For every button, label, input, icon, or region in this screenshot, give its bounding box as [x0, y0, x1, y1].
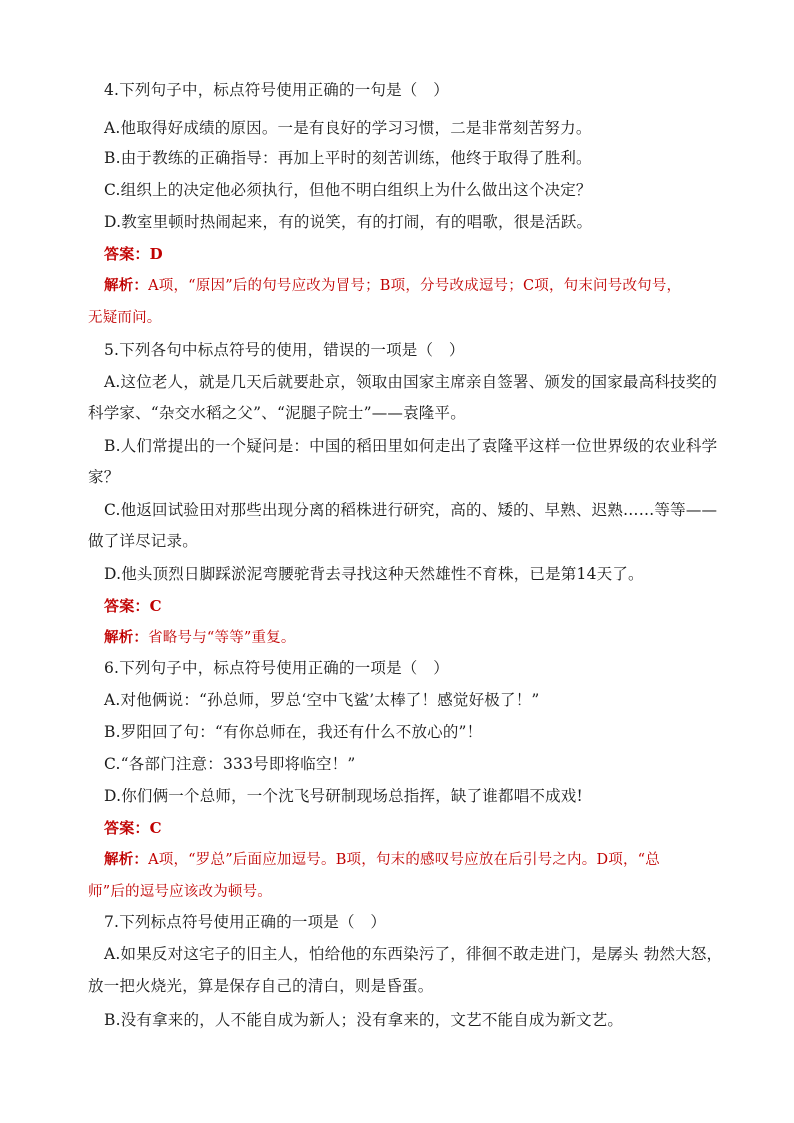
question-4-option-d: D.教室里顿时热闹起来，有的说笑，有的打闹，有的唱歌，很是活跃。 — [104, 213, 593, 231]
analysis-text: 省略号与“等等”重复。 — [148, 630, 296, 646]
question-6-analysis-continued: 师”后的逗号应该改为顿号。 — [88, 884, 273, 900]
analysis-text: A项，“罗总”后面应加逗号。B项，句末的感叹号应放在后引号之内。D项，“总 — [148, 852, 660, 868]
question-5-analysis — [104, 628, 296, 648]
answer-value: D — [149, 245, 163, 263]
question-5-answer — [104, 596, 162, 616]
question-7-stem: 7.下列标点符号使用正确的一项是（ ） — [104, 913, 387, 931]
answer-label: 答案： — [104, 245, 150, 263]
question-5-option-a: A.这位老人，就是几天后就要赴京，领取由国家主席亲自签署、颁发的国家最高科技奖的 — [104, 373, 718, 391]
question-5-option-b-continued: 家？ — [88, 468, 120, 486]
analysis-label: 解析： — [104, 851, 149, 868]
question-5-option-b: B.人们常提出的一个疑问是：中国的稻田里如何走出了袁隆平这样一位世界级的农业科学 — [104, 437, 718, 455]
analysis-label: 解析： — [104, 277, 149, 294]
question-5-option-a-continued: 科学家、“杂交水稻之父”、“泥腿子院士”——袁隆平。 — [88, 404, 466, 422]
question-4-answer — [104, 244, 163, 264]
answer-value: C — [149, 819, 162, 837]
question-4-analysis-continued: 无疑而问。 — [88, 310, 162, 326]
answer-label: 答案： — [104, 597, 150, 615]
question-5-option-c: C.他返回试验田对那些出现分离的稻株进行研究，高的、矮的、早熟、迟熟……等等—— — [104, 501, 718, 519]
question-6-option-b: B.罗阳回了句：“有你总师在，我还有什么不放心的”！ — [104, 723, 483, 741]
question-5-stem: 5.下列各句中标点符号的使用，错误的一项是（ ） — [104, 341, 465, 359]
question-6-option-d: D.你们俩一个总师，一个沈飞号研制现场总指挥，缺了谁都唱不成戏! — [104, 787, 583, 805]
question-4-analysis — [104, 276, 681, 296]
question-6-option-a: A.对他俩说：“孙总师，罗总‘空中飞鲨’太棒了！感觉好极了！” — [104, 691, 540, 709]
question-5-option-c-continued: 做了详尽记录。 — [88, 532, 198, 550]
answer-value: C — [149, 597, 162, 615]
analysis-text: A项，“原因”后的句号应改为冒号；B项，分号改成逗号；C项，句末问号改句号， — [148, 278, 682, 294]
question-5-option-d: D.他头顶烈日脚踩淤泥弯腰驼背去寻找这种天然雄性不育株，已是第14天了。 — [104, 565, 644, 583]
question-4-stem: 4.下列句子中，标点符号使用正确的一句是（ ） — [104, 81, 449, 99]
answer-label: 答案： — [104, 819, 150, 837]
question-4-option-c: C.组织上的决定他必须执行，但他不明白组织上为什么做出这个决定？ — [104, 181, 592, 199]
question-4-option-b: B.由于教练的正确指导：再加上平时的刻苦训练，他终于取得了胜利。 — [104, 149, 592, 167]
question-6-stem: 6.下列句子中，标点符号使用正确的一项是（ ） — [104, 659, 449, 677]
analysis-label: 解析： — [104, 629, 149, 646]
question-7-option-a-continued: 放一把火烧光，算是保存自己的清白，则是昏蛋。 — [88, 977, 434, 995]
question-6-analysis — [104, 850, 660, 870]
question-7-option-a: A.如果反对这宅子的旧主人，怕给他的东西染污了，徘徊不敢走进门，是孱头 勃然大怒， — [104, 945, 723, 963]
question-7-option-b: B.没有拿来的，人不能自成为新人；没有拿来的，文艺不能自成为新文艺。 — [104, 1011, 624, 1029]
question-6-answer — [104, 818, 162, 838]
question-4-option-a: A.他取得好成绩的原因。一是有良好的学习习惯，二是非常刻苦努力。 — [104, 119, 592, 137]
question-6-option-c: C.“各部门注意：333号即将临空！” — [104, 755, 356, 773]
